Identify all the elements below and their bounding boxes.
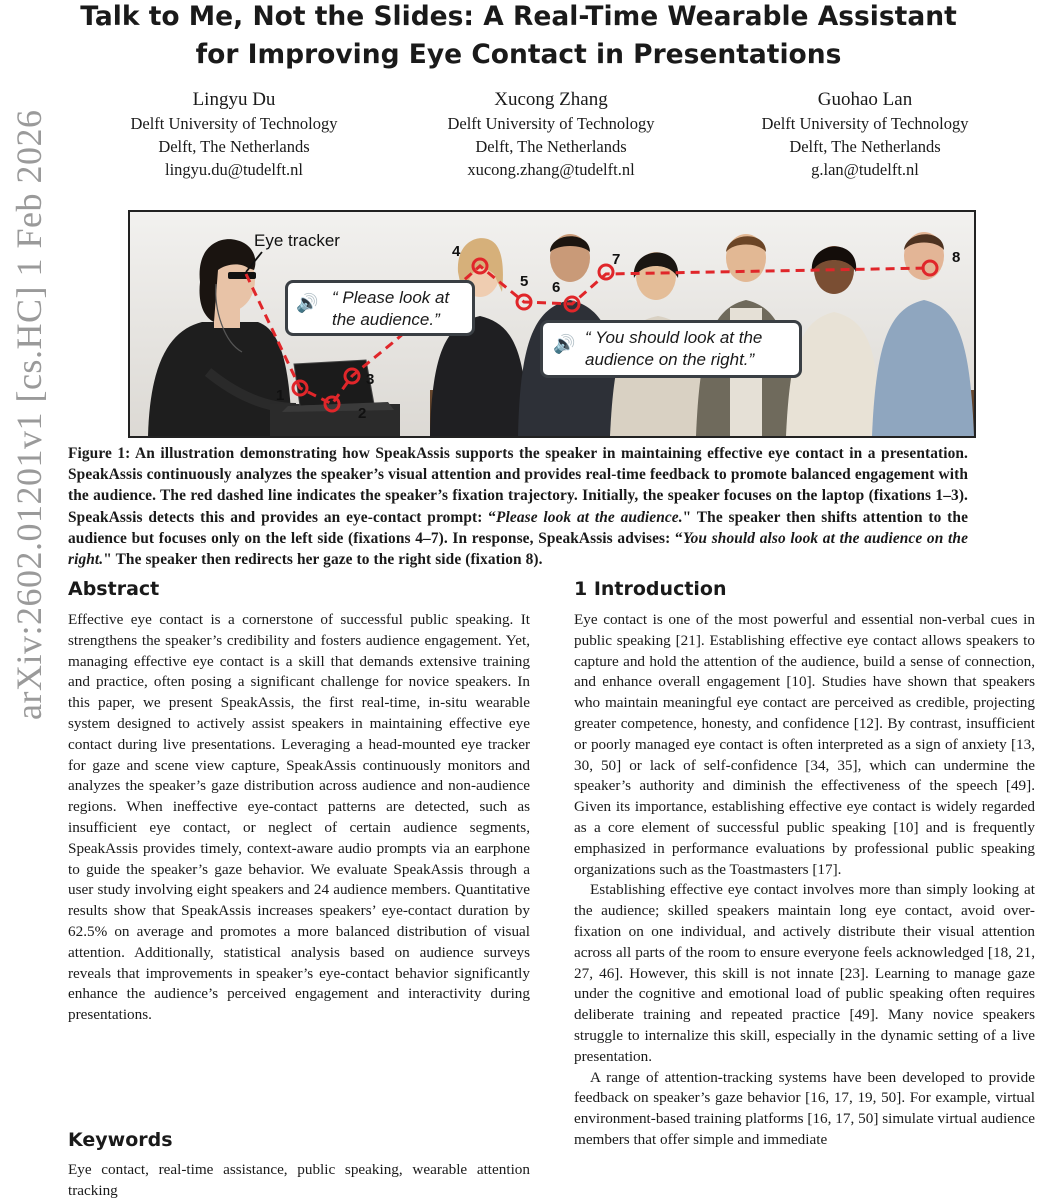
introduction-body — [574, 610, 1035, 1151]
speaker-icon: 🔊 — [296, 293, 319, 313]
figure-illustration — [128, 210, 976, 438]
abstract-heading: Abstract — [68, 578, 160, 600]
intro-paragraph-1: Eye contact is one of the most powerful and essential non-verbal cues in public speaking [21]. Establishing effective eye contact allows speakers to capture and hold the attention of the audience, build a sense of connection, and enhance overall engagement [10]. Studies have shown that speakers who maintain meaningful eye contact are perceived as credible, projecting greater competence, honesty, and confidence [12]. By contrast, insufficient or poorly managed eye contact is often interpreted as a sign of anxiety [13, 30, 50] or lack of self-confidence [34, 35], which can undermine the speaker’s authority and diminish the effectiveness of the speech [49]. Given its importance, establishing effective eye contact is widely regarded as a core element of successful public speaking [10] and is frequently emphasized in performance evaluations by professional public speaking organizations such as the Toastmasters [17]. — [574, 611, 1035, 878]
abstract-text: Effective eye contact is a cornerstone of successful public speaking. It strengthens the speaker’s credibility and fosters audience engagement. Yet, managing effective eye contact is a skill that demands extensive training and practice, often posing a significant challenge for novice speakers. In this paper, we present SpeakAssis, the first real-time, in-situ wearable system designed to actively assist speakers in maintaining effective eye contact during live presentations. Leveraging a head-mounted eye tracker for gaze and scene view capture, SpeakAssis continuously monitors and analyzes the speaker’s gaze distribution across audience and non-audience regions. When ineffective eye-contact patterns are detected, such as insufficient eye contact, or neglect of certain audience segments, SpeakAssis provides timely, context-aware audio prompts via an earphone to guide the speaker’s gaze behavior. We evaluate SpeakAssis through a user study involving eight speakers and 24 audience members. Quantitative results show that SpeakAssis increases speakers’ eye-contact duration by 62.5% on average and promotes a more balanced distribution of visual attention. Additionally, statistical analysis based on audience surveys reveals that improvements in speaker’s eye-contact behavior significantly enhance the audience’s perceived engagement and interactivity during presentations. — [68, 611, 530, 1024]
fixation-label-6: 6 — [552, 279, 561, 296]
author-affiliation: Delft University of Technology — [130, 114, 338, 133]
fixation-label-7: 7 — [612, 251, 621, 268]
author-location: Delft, The Netherlands — [158, 137, 310, 156]
speaker-icon: 🔊 — [553, 334, 576, 354]
author-block-1 — [84, 88, 384, 181]
keywords-body — [68, 1160, 530, 1202]
caption-quote-1: Please look at the audience. — [496, 508, 683, 526]
author-location: Delft, The Netherlands — [475, 137, 627, 156]
eye-tracker-label: Eye tracker — [254, 231, 340, 250]
author-block-3 — [715, 88, 1015, 181]
author-name: Lingyu Du — [192, 89, 276, 110]
fixation-label-4: 4 — [452, 243, 461, 260]
fixation-label-1: 1 — [276, 387, 285, 404]
speech-bubble-2 — [540, 320, 802, 378]
caption-text: " The speaker then shifts attention to the audience but focuses only on the left side (fixations 4–7). In response, SpeakAssis advises: “ — [68, 508, 969, 547]
author-email: g.lan@tudelft.nl — [811, 160, 919, 179]
author-name: Guohao Lan — [817, 89, 913, 110]
caption-text: Figure 1: An illustration demonstrating how SpeakAssis supports the speaker in maintaining effective eye contact in a presentation. SpeakAssis continuously analyzes the speaker’s visual attention and provides real-time feedback to promote balanced engagement with the audience. The red dashed line indicates the speaker’s fixation trajectory. Initially, the speaker focuses on the laptop (fixations 1–3). SpeakAssis detects this and provides an eye-contact prompt: “ — [68, 445, 968, 526]
introduction-heading: 1 Introduction — [574, 578, 727, 600]
author-block-2 — [401, 88, 701, 181]
author-affiliation: Delft University of Technology — [761, 114, 969, 133]
arxiv-identifier: arXiv:2602.01201v1 [cs.HC] 1 Feb 2026 — [9, 109, 49, 720]
figure-caption — [68, 443, 968, 570]
paper-title: Talk to Me, Not the Slides: A Real-Time Wearable Assistant for Improving Eye Contact in Presentations — [80, 1, 957, 70]
author-location: Delft, The Netherlands — [789, 137, 941, 156]
fixation-label-8: 8 — [952, 249, 961, 266]
author-affiliation: Delft University of Technology — [447, 114, 655, 133]
bubble-1-text: “ Please look at the audience.” — [332, 288, 450, 329]
fixation-label-2: 2 — [358, 405, 367, 422]
fixation-label-3: 3 — [366, 371, 375, 388]
keywords-heading: Keywords — [68, 1129, 173, 1151]
author-email: lingyu.du@tudelft.nl — [164, 160, 304, 179]
bubble-2-text: “ You should look at the audience on the right.” — [585, 328, 763, 369]
fixation-label-5: 5 — [520, 273, 529, 290]
caption-text: " The speaker then redirects her gaze to the right side (fixation 8). — [103, 551, 543, 569]
caption-quote-2: You should also look at the audience on the right. — [68, 529, 968, 569]
abstract-body — [68, 610, 530, 1026]
keywords-text: Eye contact, real-time assistance, public speaking, wearable attention tracking — [68, 1161, 530, 1199]
intro-paragraph-3: A range of attention-tracking systems have been developed to provide feedback on speaker’s gaze behavior [16, 17, 19, 50]. For example, virtual environment-based training platforms [16, 17, 50] simulate virtual audience members that offer simple and immediate — [574, 1068, 1035, 1148]
speech-bubble-1 — [285, 280, 475, 336]
author-email: xucong.zhang@tudelft.nl — [467, 160, 635, 179]
author-name: Xucong Zhang — [494, 89, 608, 110]
intro-paragraph-2: Establishing effective eye contact involves more than simply looking at the audience; skilled speakers maintain long eye contact, avoid over-fixation on one individual, and actively distribute their visual attention across all parts of the room to ensure everyone feels acknowledged [18, 21, 27, 46]. However, this skill is not innate [23]. Learning to manage gaze under the cognitive and emotional load of public speaking often requires deliberate training and repeated practice [49]. Many novice speakers struggle to internalize this skill, especially in the dynamic setting of a live presentation. — [574, 881, 1035, 1065]
